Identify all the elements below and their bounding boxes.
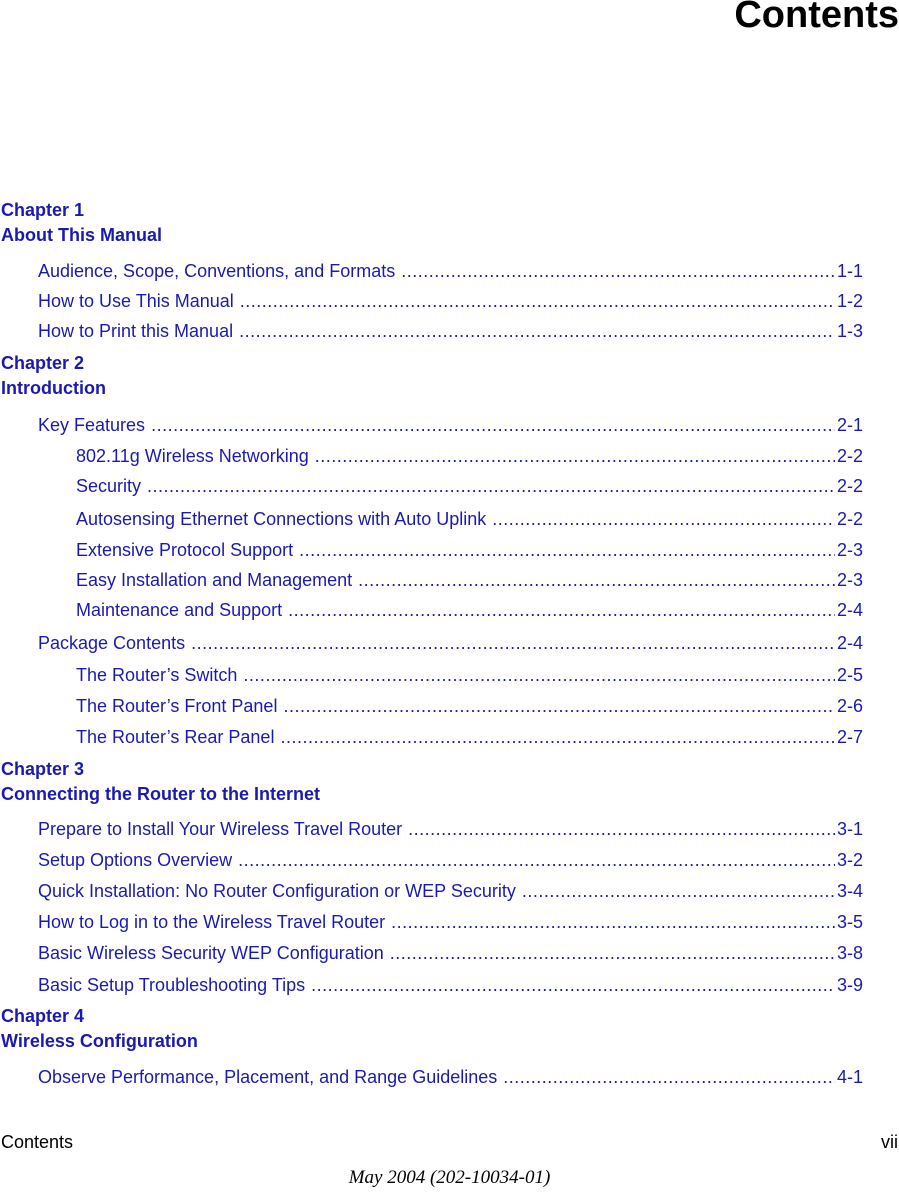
- chapter-name: About This Manual: [1, 225, 162, 245]
- toc-entry-page: 2-3: [836, 570, 863, 590]
- toc-entry-title: How to Print this Manual: [38, 321, 234, 341]
- chapter-name: Wireless Configuration: [1, 1031, 198, 1051]
- toc-entry-page: 3-4: [836, 881, 863, 901]
- toc-entry-title: How to Log in to the Wireless Travel Router: [38, 912, 386, 932]
- toc-entry-page: 2-5: [836, 665, 863, 685]
- chapter-name: Introduction: [1, 378, 106, 398]
- toc-entry-title: Observe Performance, Placement, and Range Guidelines: [38, 1067, 498, 1087]
- toc-entry[interactable]: [76, 695, 863, 717]
- toc-entry-title: How to Use This Manual: [38, 291, 234, 311]
- toc-entry-page: 2-3: [836, 540, 863, 560]
- toc-entry-title: Package Contents: [38, 633, 186, 653]
- toc-entry-page: 2-2: [836, 476, 863, 496]
- dot-leader: [151, 414, 835, 436]
- toc-entry-title: The Router’s Front Panel: [76, 696, 278, 716]
- toc-entry-page: 3-8: [836, 943, 863, 963]
- toc-entry[interactable]: [76, 599, 863, 621]
- dot-leader: [243, 664, 835, 686]
- chapter-number: Chapter 3: [1, 759, 85, 779]
- toc-entry[interactable]: [38, 260, 863, 282]
- chapter-2-heading[interactable]: [1, 351, 106, 401]
- toc-entry[interactable]: [76, 508, 863, 530]
- toc-entry[interactable]: [76, 726, 863, 748]
- toc-entry-page: 3-1: [836, 819, 863, 839]
- dot-leader: [391, 911, 835, 933]
- toc-entry[interactable]: [38, 818, 863, 840]
- toc-entry-title: Key Features: [38, 415, 146, 435]
- toc-entry-page: 3-9: [836, 975, 863, 995]
- chapter-1-heading[interactable]: [1, 198, 162, 248]
- toc-entry-title: Audience, Scope, Conventions, and Formats: [38, 261, 396, 281]
- toc-entry-page: 2-7: [836, 727, 863, 747]
- toc-entry-page: 2-1: [836, 415, 863, 435]
- toc-entry[interactable]: [76, 569, 863, 591]
- toc-entry-title: Prepare to Install Your Wireless Travel Router: [38, 819, 403, 839]
- dot-leader: [283, 695, 835, 717]
- toc-entry[interactable]: [76, 539, 863, 561]
- toc-entry-page: 3-5: [836, 912, 863, 932]
- toc-entry-page: 4-1: [836, 1067, 863, 1087]
- toc-entry-title: Security: [76, 476, 142, 496]
- toc-entry-page: 1-3: [836, 321, 863, 341]
- toc-entry-title: The Router’s Rear Panel: [76, 727, 275, 747]
- footer-section-label: Contents: [1, 1132, 74, 1152]
- toc-entry-title: The Router’s Switch: [76, 665, 238, 685]
- dot-leader: [288, 599, 835, 621]
- dot-leader: [358, 569, 835, 591]
- toc-entry[interactable]: [76, 475, 863, 497]
- toc-entry-page: 2-6: [836, 696, 863, 716]
- toc-entry-title: Quick Installation: No Router Configuration or WEP Security: [38, 881, 516, 901]
- toc-entry[interactable]: [38, 911, 863, 933]
- toc-entry[interactable]: [38, 1066, 863, 1088]
- toc-entry-title: Basic Wireless Security WEP Configuration: [38, 943, 384, 963]
- toc-entry[interactable]: [38, 320, 863, 342]
- toc-entry-page: 2-2: [836, 509, 863, 529]
- toc-entry[interactable]: [38, 290, 863, 312]
- dot-leader: [390, 942, 835, 964]
- toc-entry-page: 2-2: [836, 446, 863, 466]
- footer-date: May 2004 (202-10034-01): [348, 1167, 551, 1188]
- dot-leader: [240, 290, 835, 312]
- toc-entry-title: Basic Setup Troubleshooting Tips: [38, 975, 306, 995]
- chapter-name: Connecting the Router to the Internet: [1, 784, 320, 804]
- toc-entry[interactable]: [76, 445, 863, 467]
- toc-entry-title: Easy Installation and Management: [76, 570, 353, 590]
- dot-leader: [238, 849, 835, 871]
- toc-entry-title: Maintenance and Support: [76, 600, 283, 620]
- toc-entry-title: 802.11g Wireless Networking: [76, 446, 309, 466]
- dot-leader: [299, 539, 835, 561]
- toc-entry-page: 1-2: [836, 291, 863, 311]
- dot-leader: [492, 508, 835, 530]
- toc-entry[interactable]: [38, 849, 863, 871]
- toc-entry-title: Setup Options Overview: [38, 850, 233, 870]
- chapter-number: Chapter 2: [1, 353, 85, 373]
- toc-entry-title: Autosensing Ethernet Connections with Auto Uplink: [76, 509, 487, 529]
- dot-leader: [147, 475, 835, 497]
- toc-entry[interactable]: [38, 974, 863, 996]
- chapter-3-heading[interactable]: [1, 757, 320, 807]
- dot-leader: [191, 632, 835, 654]
- toc-entry[interactable]: [76, 664, 863, 686]
- toc-entry[interactable]: [38, 880, 863, 902]
- toc-entry[interactable]: [38, 632, 863, 654]
- dot-leader: [239, 320, 835, 342]
- toc-entry-page: 2-4: [836, 600, 863, 620]
- toc-entry[interactable]: [38, 414, 863, 436]
- toc-entry-title: Extensive Protocol Support: [76, 540, 294, 560]
- footer-page-number: vii: [881, 1132, 898, 1152]
- dot-leader: [503, 1066, 835, 1088]
- dot-leader: [280, 726, 835, 748]
- dot-leader: [522, 880, 835, 902]
- page-title: Contents: [734, 0, 899, 36]
- dot-leader: [401, 260, 835, 282]
- chapter-4-heading[interactable]: [1, 1004, 198, 1054]
- toc-entry-page: 1-1: [836, 261, 863, 281]
- chapter-number: Chapter 4: [1, 1006, 85, 1026]
- chapter-number: Chapter 1: [1, 200, 85, 220]
- dot-leader: [311, 974, 835, 996]
- toc-entry-page: 3-2: [836, 850, 863, 870]
- dot-leader: [408, 818, 835, 840]
- dot-leader: [315, 445, 835, 467]
- toc-entry-page: 2-4: [836, 633, 863, 653]
- toc-entry[interactable]: [38, 942, 863, 964]
